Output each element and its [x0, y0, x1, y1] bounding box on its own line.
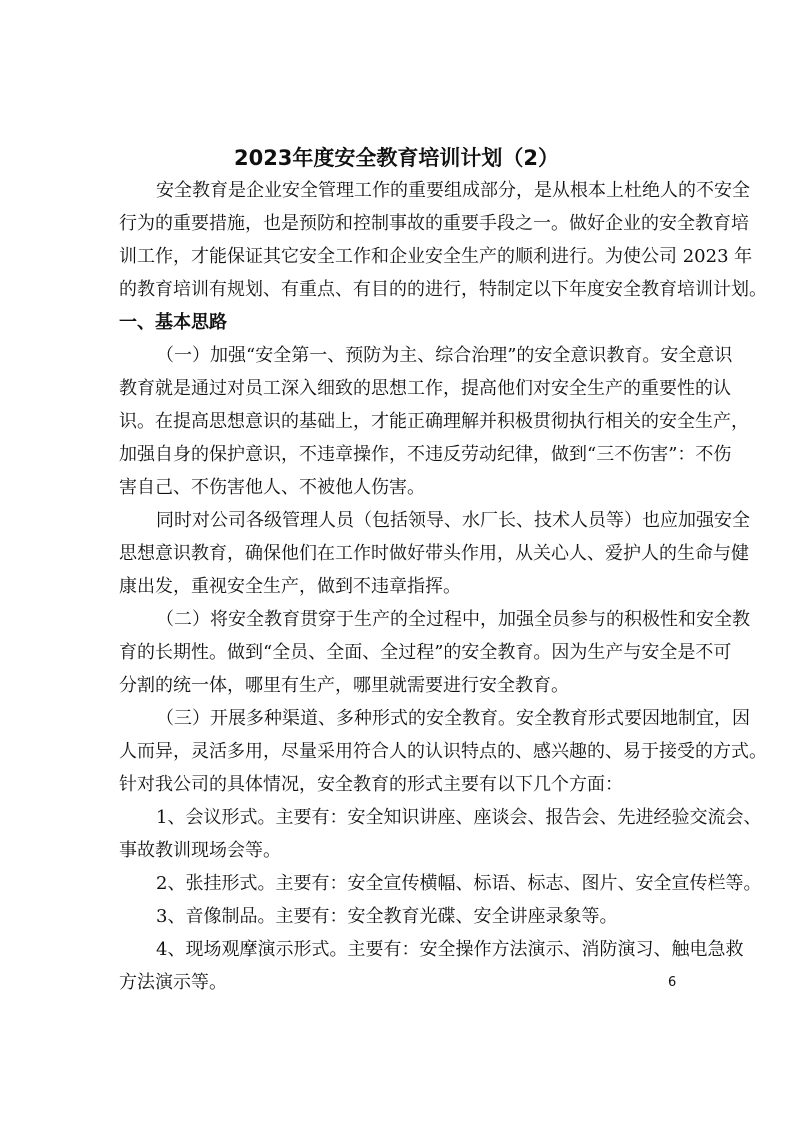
text-line: 针对我公司的具体情况，安全教育的形式主要有以下几个方面： [119, 774, 623, 795]
section-heading [119, 306, 682, 339]
text-line: 同时对公司各级管理人员（包括领导、水厂长、技术人员等）也应加强安全 [156, 510, 750, 531]
paragraph [119, 339, 749, 504]
text-line: 安全教育是企业安全管理工作的重要组成部分，是从根本上杜绝人的不安全 [156, 180, 750, 201]
paragraph [119, 933, 744, 999]
text-line: 康出发，重视安全生产，做到不违章指挥。 [119, 576, 461, 597]
text-line: 的教育培训有规划、有重点、有目的的进行，特制定以下年度安全教育培训计划。 [119, 279, 767, 300]
text-line: 育的长期性。做到“全员、全面、全过程”的安全教育。因为生产与安全是不可 [119, 642, 732, 663]
text-line: （二）将安全教育贯穿于生产的全过程中，加强全员参与的积极性和安全教 [156, 609, 750, 630]
heading-text: 一、基本思路 [119, 312, 227, 333]
paragraph [119, 603, 750, 702]
paragraph [119, 702, 767, 801]
text-line: 4、现场观摩演示形式。主要有：安全操作方法演示、消防演习、触电急救 [156, 939, 744, 960]
text-line: 人而异，灵活多用，尽量采用符合人的认识特点的、感兴趣的、易于接受的方式。 [119, 741, 767, 762]
paragraph [119, 900, 682, 933]
text-line: （三）开展多种渠道、多种形式的安全教育。安全教育形式要因地制宜，因 [156, 708, 750, 729]
page-number: 6 [668, 975, 677, 990]
text-line: 识。在提高思想意识的基础上，才能正确理解并积极贯彻执行相关的安全生产， [119, 411, 749, 432]
text-line: 事故教训现场会等。 [119, 840, 281, 861]
paragraph [119, 174, 767, 306]
text-line: 方法演示等。 [119, 972, 227, 993]
text-line: 2、张挂形式。主要有：安全宣传横幅、标语、标志、图片、安全宣传栏等。 [156, 873, 762, 894]
text-line: 加强自身的保护意识，不违章操作，不违反劳动纪律，做到“三不伤害”：不伤 [119, 444, 732, 465]
text-line: 害自己、不伤害他人、不被他人伤害。 [119, 477, 425, 498]
text-line: （一）加强“安全第一、预防为主、综合治理”的安全意识教育。安全意识 [156, 345, 733, 366]
paragraph [119, 801, 762, 867]
document-title: 2023年度安全教育培训计划（2） [233, 146, 560, 170]
text-line: 行为的重要措施，也是预防和控制事故的重要手段之一。做好企业的安全教育培 [119, 213, 749, 234]
paragraph [119, 867, 762, 900]
text-line: 训工作，才能保证其它安全工作和企业安全生产的顺利进行。为使公司 2023 年 [119, 246, 753, 267]
paragraph [119, 504, 750, 603]
text-line: 分割的统一体，哪里有生产，哪里就需要进行安全教育。 [119, 675, 569, 696]
document-body [119, 174, 767, 999]
text-line: 1、会议形式。主要有：安全知识讲座、座谈会、报告会、先进经验交流会、 [156, 807, 762, 828]
text-line: 3、音像制品。主要有：安全教育光碟、安全讲座录象等。 [156, 906, 618, 927]
text-line: 思想意识教育，确保他们在工作时做好带头作用，从关心人、爱护人的生命与健 [119, 543, 749, 564]
text-line: 教育就是通过对员工深入细致的思想工作，提高他们对安全生产的重要性的认 [119, 378, 731, 399]
